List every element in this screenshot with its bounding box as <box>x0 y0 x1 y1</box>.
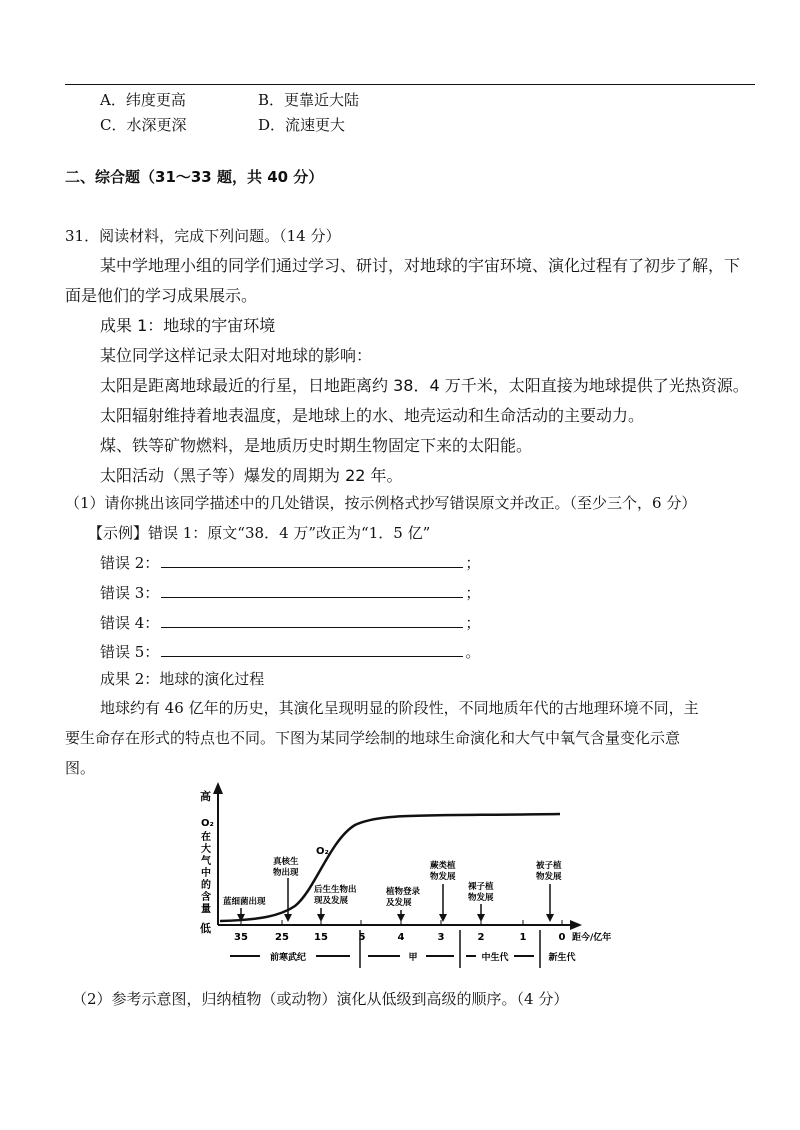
option-a: A．纬度更高 <box>100 91 186 109</box>
tick-25: 25 <box>275 932 289 943</box>
event-ferns: 蕨类植物发展 <box>430 861 456 882</box>
tick-2: 2 <box>477 932 485 943</box>
q31-intro-line1: 某中学地理小组的同学们通过学习、研讨，对地球的宇宙环境、演化过程有了初步了解，下 <box>100 256 741 275</box>
answer-blank[interactable] <box>161 642 463 657</box>
option-d: D．流速更大 <box>258 116 346 134</box>
event-metazoa: 后生生物出现及发展 <box>314 885 357 906</box>
option-b: B．更靠近大陆 <box>258 91 360 109</box>
record-line-4: 太阳活动（黑子等）爆发的周期为 22 年。 <box>100 466 403 485</box>
error-end: ； <box>465 554 481 572</box>
para2-line1: 地球约有 46 亿年的历史，其演化呈现明显的阶段性，不同地质年代的古地理环境不同，主 <box>100 699 699 717</box>
era-jia: 甲 <box>408 953 418 963</box>
result1-title: 成果 1：地球的宇宙环境 <box>100 316 276 335</box>
event-angiosperms: 被子植物发展 <box>536 861 562 882</box>
example-line: 【示例】错误 1：原文“38．4 万”改正为“1．5 亿” <box>88 524 431 542</box>
record-intro: 某位同学这样记录太阳对地球的影响： <box>100 346 373 365</box>
top-rule <box>65 84 755 85</box>
error-end: ； <box>465 584 481 602</box>
result2-title: 成果 2：地球的演化过程 <box>100 670 265 688</box>
option-c: C．水深更深 <box>100 116 187 134</box>
record-line-3: 煤、铁等矿物燃料，是地质历史时期生物固定下来的太阳能。 <box>100 436 533 455</box>
error-end: ； <box>465 614 481 632</box>
tick-35: 35 <box>234 932 248 943</box>
record-line-1: 太阳是距离地球最近的行星，日地距离约 38．4 万千米，太阳直接为地球提供了光热资源。 <box>100 376 749 395</box>
answer-blank[interactable] <box>161 613 463 628</box>
evolution-oxygen-diagram <box>190 780 630 970</box>
record-line-2: 太阳辐射维持着地表温度，是地球上的水、地壳运动和生命活动的主要动力。 <box>100 406 645 425</box>
error-label: 错误 4： <box>100 614 160 632</box>
event-gymnosperms: 裸子植物发展 <box>468 882 494 903</box>
era-precambrian: 前寒武纪 <box>269 953 307 963</box>
error-end: 。 <box>465 643 481 661</box>
error-line-3 <box>100 582 480 603</box>
error-line-5 <box>100 641 480 662</box>
y-axis-label: O₂ 在 大 气 中 的 含 量 <box>201 818 214 915</box>
error-label: 错误 2： <box>100 554 160 572</box>
para2-line3: 图。 <box>65 759 96 777</box>
answer-blank[interactable] <box>161 583 463 598</box>
answer-blank[interactable] <box>161 553 463 568</box>
error-label: 错误 5： <box>100 643 160 661</box>
section-title: 二、综合题（31～33 题，共 40 分） <box>65 168 324 186</box>
sub-question-1: （1）请你挑出该同学描述中的几处错误，按示例格式抄写错误原文并改正。（至少三个，6 分） <box>65 494 697 512</box>
sub-question-2: （2）参考示意图，归纳植物（或动物）演化从低级到高级的顺序。（4 分） <box>72 990 569 1008</box>
era-mesozoic: 中生代 <box>481 953 509 963</box>
x-axis-unit: 距今/亿年 <box>572 933 612 943</box>
era-cenozoic: 新生代 <box>548 953 576 963</box>
para2-line2: 要生命存在形式的特点也不同。下图为某同学绘制的地球生命演化和大气中氧气含量变化示意 <box>65 729 681 747</box>
y-axis-arrow <box>213 782 223 794</box>
event-plants-land: 植物登录及发展 <box>386 887 421 908</box>
event-eukaryote: 真核生物出现 <box>273 857 299 878</box>
error-line-2 <box>100 552 480 573</box>
x-axis-arrow <box>570 920 582 930</box>
tick-5: 5 <box>358 932 366 943</box>
error-line-4 <box>100 612 480 633</box>
tick-3: 3 <box>437 932 445 943</box>
error-label: 错误 3： <box>100 584 160 602</box>
tick-4: 4 <box>397 932 405 943</box>
tick-15: 15 <box>314 932 328 943</box>
q31-intro-line2: 面是他们的学习成果展示。 <box>65 286 258 305</box>
tick-1: 1 <box>519 932 527 943</box>
event-cyanobacteria: 蓝细菌出现 <box>223 897 266 907</box>
y-bottom-label: 低 <box>200 922 211 935</box>
tick-0: 0 <box>558 932 566 943</box>
o2-series-label: O₂ <box>316 846 329 857</box>
q31-stem: 31．阅读材料，完成下列问题。（14 分） <box>65 227 341 245</box>
y-top-label: 高 <box>200 790 211 803</box>
